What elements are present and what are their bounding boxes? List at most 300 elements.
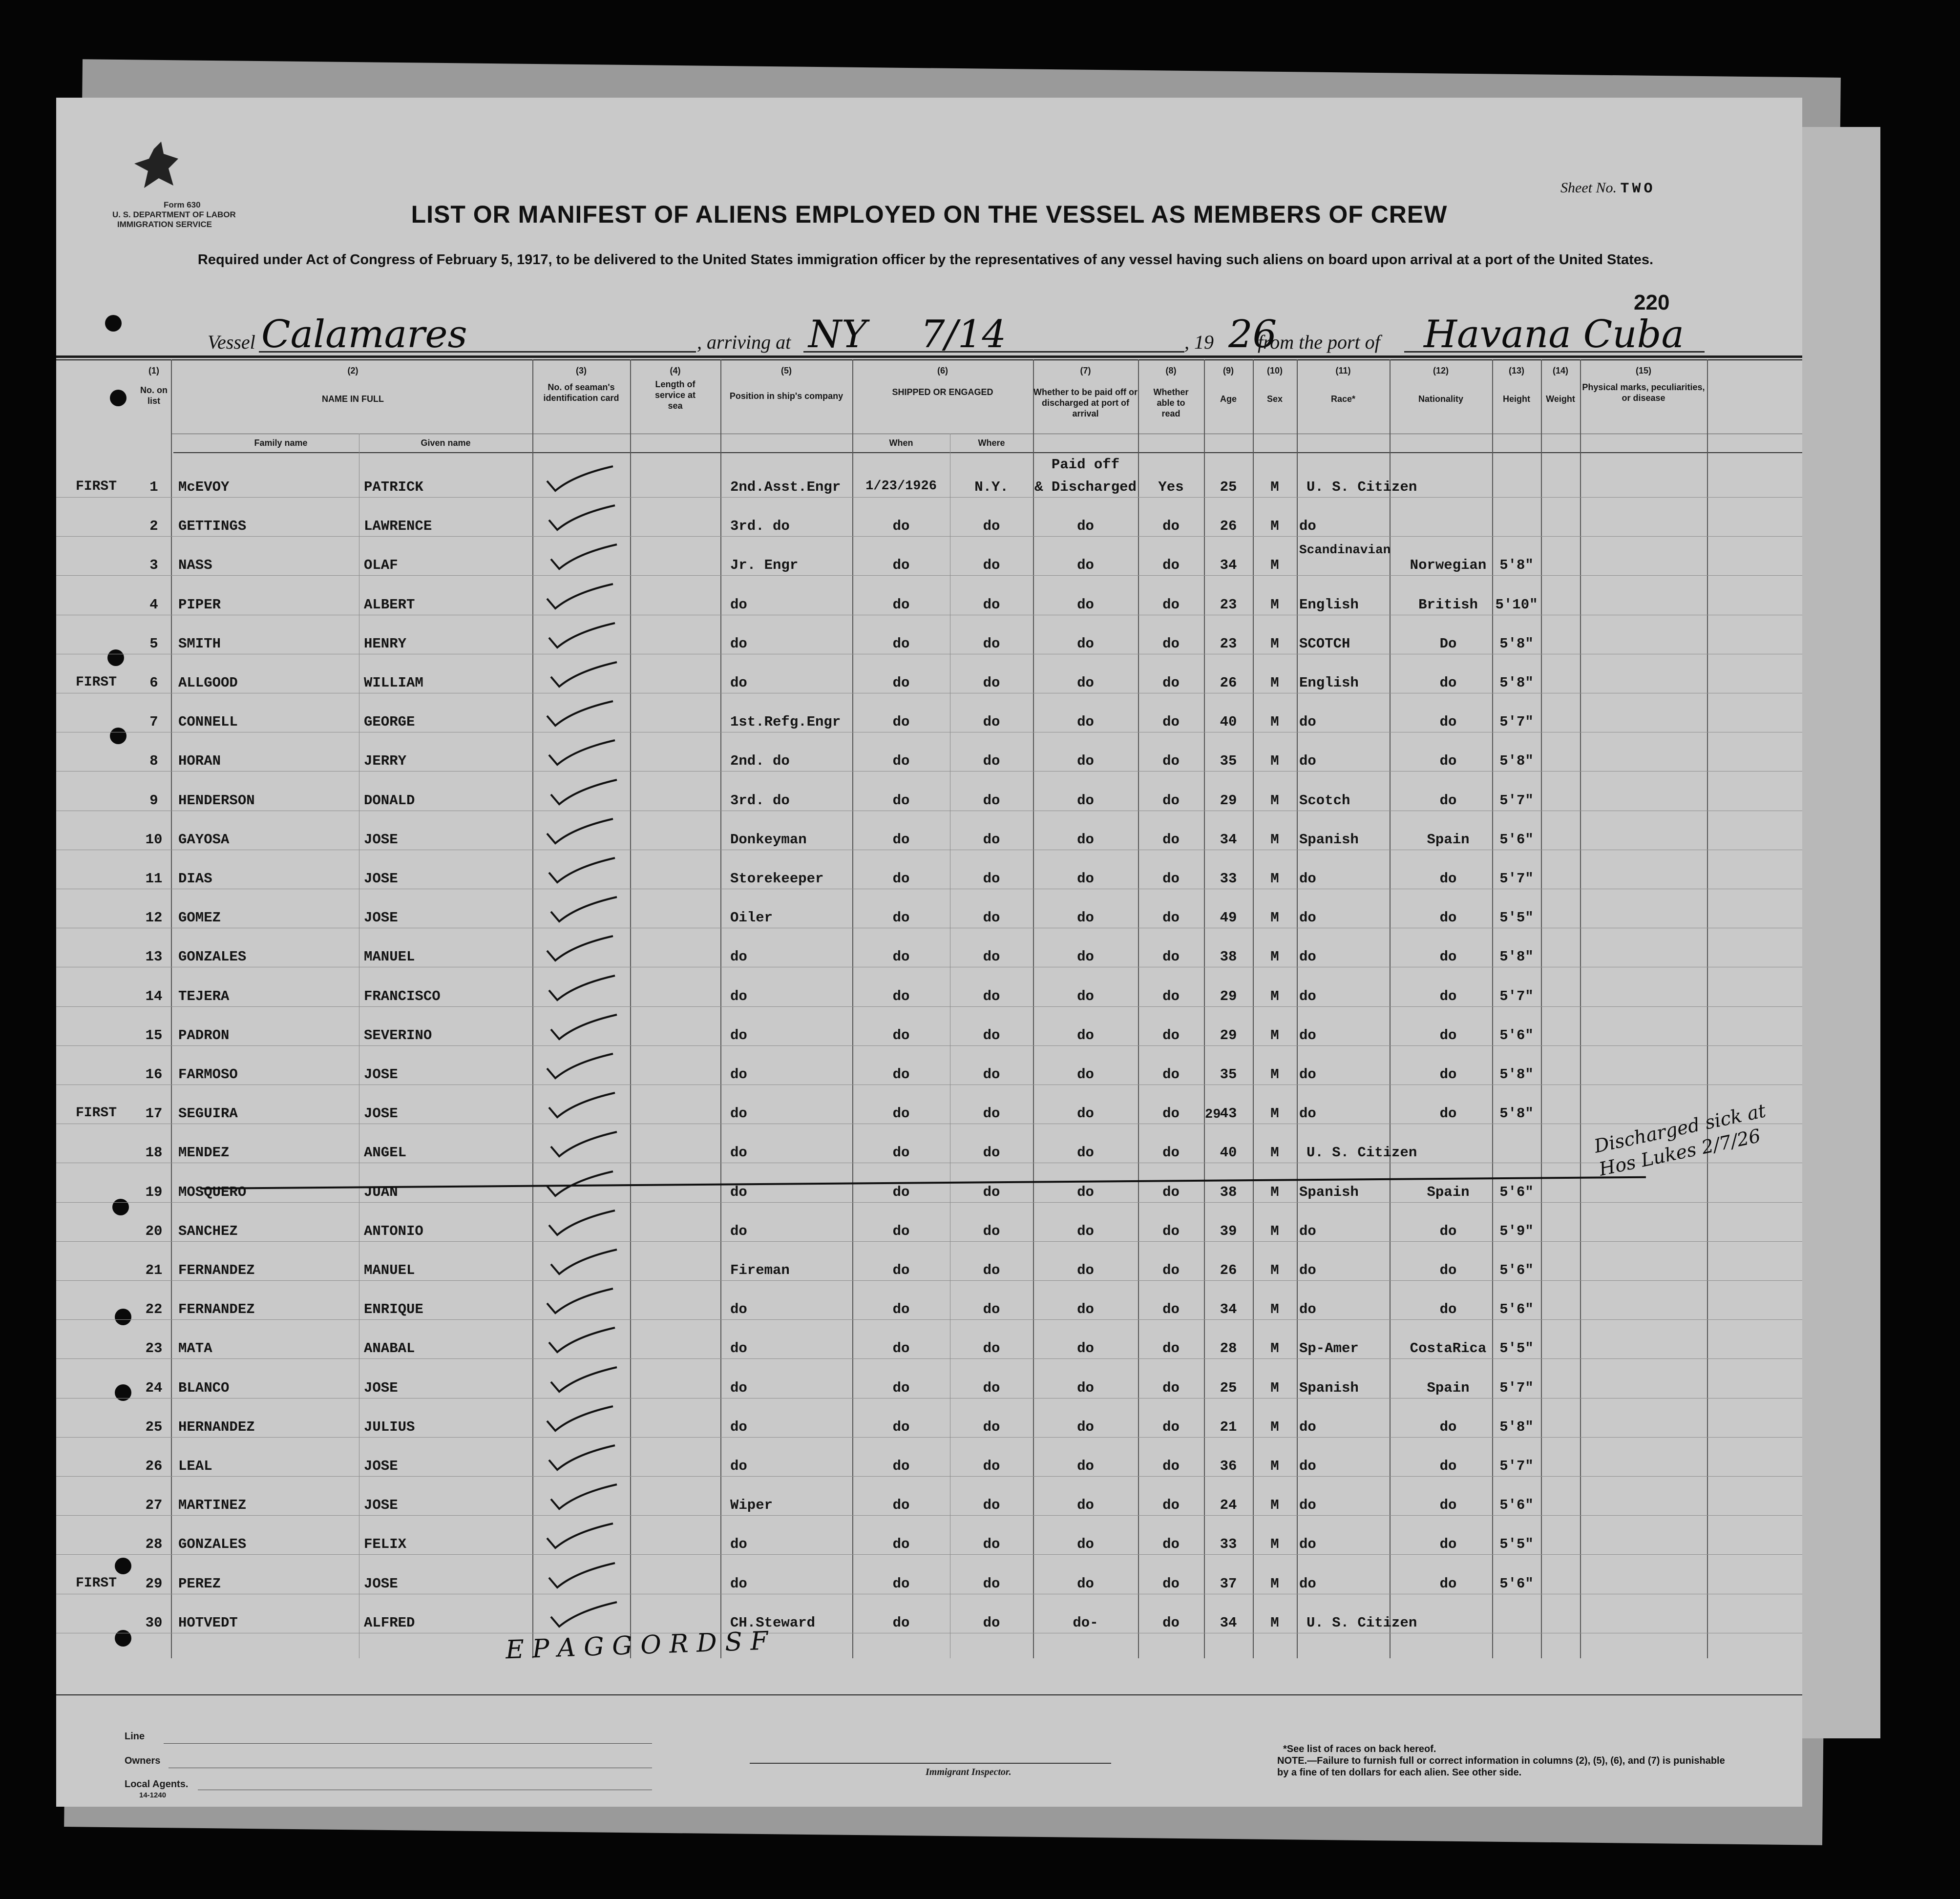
shipped-where: do (983, 1614, 1000, 1631)
given-name: LAWRENCE (364, 518, 432, 535)
position: do (730, 675, 747, 691)
footer-line-label: Line (125, 1731, 145, 1742)
sex: M (1270, 1340, 1279, 1357)
sex: M (1270, 1536, 1279, 1553)
row-number: 25 (145, 1419, 163, 1435)
year-prefix: , 19 (1184, 331, 1214, 353)
position: Oiler (730, 910, 773, 926)
form-number: Form 630 (164, 200, 201, 209)
row-number: 1 (149, 479, 158, 495)
col-num-5: (5) (781, 366, 792, 376)
col-num-8: (8) (1165, 366, 1177, 376)
race: Scotch (1299, 792, 1350, 809)
paid-off: do (1077, 635, 1094, 652)
sheet-number-label: Sheet No. (1560, 180, 1617, 196)
family-name: BLANCO (178, 1379, 230, 1396)
col-num-15: (15) (1635, 366, 1651, 376)
shipped-when: do (892, 1145, 910, 1161)
age: 33 (1220, 1536, 1237, 1553)
shipped-where: do (983, 1223, 1000, 1239)
race: Spanish (1299, 1184, 1359, 1200)
paid-off: & Discharged (1034, 479, 1137, 495)
row-number: 10 (145, 831, 163, 848)
position: 2nd. do (730, 753, 790, 770)
race: U. S. Citizen (1307, 1614, 1417, 1631)
check-mark-stroke (547, 701, 613, 726)
age: 35 (1220, 753, 1237, 770)
given-name: ALBERT (364, 596, 415, 613)
check-mark-icon (545, 465, 618, 495)
sex: M (1270, 557, 1279, 574)
shipped-where: do (983, 1497, 1000, 1514)
col-header-no: No. on list (140, 385, 168, 406)
able-to-read: do (1162, 557, 1180, 574)
age: 39 (1220, 1223, 1237, 1239)
nationality: do (1439, 1497, 1457, 1514)
col-num-7: (7) (1080, 366, 1091, 376)
row-number: 12 (145, 910, 163, 926)
given-name: JOSE (364, 831, 398, 848)
position: do (730, 1184, 747, 1200)
height: 5'7" (1499, 714, 1534, 730)
check-mark-icon (548, 779, 622, 808)
nationality: do (1439, 1458, 1457, 1474)
check-mark-icon (548, 1014, 622, 1043)
shipped-when: do (892, 1106, 910, 1122)
family-name: GONZALES (178, 949, 247, 965)
discharged-note: Discharged sick at Hos Lukes 2/7/26 (1592, 1100, 1768, 1180)
race: do (1299, 1066, 1316, 1083)
check-mark-stroke (549, 1563, 615, 1587)
shipped-when: do (892, 910, 910, 926)
age: 38 (1220, 949, 1237, 965)
given-name: ANABAL (364, 1340, 415, 1357)
check-mark-stroke (551, 1602, 617, 1627)
department-label: U. S. DEPARTMENT OF LABOR (112, 210, 236, 219)
able-to-read: do (1162, 1340, 1180, 1357)
nationality: do (1439, 1536, 1457, 1553)
punch-hole (105, 315, 122, 332)
age: 21 (1220, 1419, 1237, 1435)
family-name: McEVOY (178, 479, 230, 495)
race: do (1299, 949, 1316, 965)
age: 28 (1220, 1340, 1237, 1357)
shipped-when: do (892, 1419, 910, 1435)
col-header-when: When (889, 438, 913, 448)
shipped-where: do (983, 1575, 1000, 1592)
check-mark-stroke (549, 740, 615, 765)
check-mark-icon (548, 1483, 622, 1513)
family-name: GAYOSA (178, 831, 230, 848)
note-penalty: NOTE.—Failure to furnish full or correct information in columns (2), (5), (6), and (7) is punishable by a fine of ten dollars for each alien. See other side. (1277, 1755, 1725, 1778)
shipped-when: do (892, 1184, 910, 1200)
col-header-sex: Sex (1266, 394, 1283, 404)
check-mark-stroke (547, 1406, 613, 1431)
arrival-date: 7/14 (921, 313, 1007, 356)
check-mark-stroke (547, 1171, 613, 1196)
row-number: 3 (149, 557, 158, 574)
given-name: DONALD (364, 792, 415, 809)
sex: M (1270, 949, 1279, 965)
check-mark-stroke (551, 544, 617, 569)
row-number: 14 (145, 988, 163, 1004)
given-name: JOSE (364, 1379, 398, 1396)
paid-off: do (1077, 518, 1094, 535)
sex: M (1270, 792, 1279, 809)
able-to-read: Yes (1158, 479, 1184, 495)
family-name: GETTINGS (178, 518, 247, 535)
shipped-when: do (892, 635, 910, 652)
able-to-read: do (1162, 1184, 1180, 1200)
check-mark-icon (547, 857, 620, 886)
position: do (730, 635, 747, 652)
shipped-where: do (983, 1145, 1000, 1161)
row-number: 20 (145, 1223, 163, 1239)
nationality: do (1439, 1223, 1457, 1239)
able-to-read: do (1162, 1027, 1180, 1043)
vessel-name: Calamares (261, 313, 467, 356)
able-to-read: do (1162, 1497, 1180, 1514)
col-header-physical-marks: Physical marks, peculiarities, or disease (1582, 382, 1705, 403)
check-mark-icon (545, 818, 618, 847)
stamp-number: 220 (1634, 291, 1670, 314)
family-name: GOMEZ (178, 910, 221, 926)
shipped-when: 1/23/1926 (865, 479, 937, 494)
shipped-where: do (983, 714, 1000, 730)
check-mark-icon (548, 1601, 622, 1630)
height: 5'7" (1499, 871, 1534, 887)
col-header-id-card: No. of seaman's identification card (543, 382, 619, 403)
sex: M (1270, 479, 1279, 495)
age: 34 (1220, 1614, 1237, 1631)
arriving-label: , arriving at (697, 331, 791, 353)
race: do (1299, 910, 1316, 926)
age: 23 (1220, 596, 1237, 613)
position: do (730, 949, 747, 965)
paid-off: do (1077, 988, 1094, 1004)
race: do (1299, 1419, 1316, 1435)
paid-off: do (1077, 1379, 1094, 1396)
position: Jr. Engr (730, 557, 799, 574)
height: 5'8" (1499, 635, 1534, 652)
age: 33 (1220, 871, 1237, 887)
sex: M (1270, 675, 1279, 691)
race: do (1299, 871, 1316, 887)
height: 5'8" (1499, 753, 1534, 770)
check-mark-stroke (551, 1250, 617, 1274)
able-to-read: do (1162, 988, 1180, 1004)
height: 5'7" (1499, 792, 1534, 809)
height: 5'7" (1499, 988, 1534, 1004)
shipped-when: do (892, 1027, 910, 1043)
nationality: do (1439, 1575, 1457, 1592)
row-number: 27 (145, 1497, 163, 1514)
nationality: do (1439, 871, 1457, 887)
paid-off: do (1077, 1536, 1094, 1553)
nationality: do (1439, 792, 1457, 809)
height: 5'6" (1499, 831, 1534, 848)
check-mark-stroke (547, 819, 613, 843)
nationality: Spain (1427, 1184, 1470, 1200)
check-mark-stroke (547, 584, 613, 608)
check-mark-icon (548, 1249, 622, 1278)
page-title: LIST OR MANIFEST OF ALIENS EMPLOYED ON THE VESSEL AS MEMBERS OF CREW (411, 201, 1448, 228)
family-name: ALLGOOD (178, 675, 238, 691)
col-header-read: Whether able to read (1153, 387, 1189, 418)
given-name: MANUEL (364, 949, 415, 965)
shipped-where: do (983, 1379, 1000, 1396)
shipped-when: do (892, 675, 910, 691)
sex: M (1270, 1184, 1279, 1200)
paid-off: do (1077, 596, 1094, 613)
check-mark-stroke (547, 1289, 613, 1313)
col-num-3: (3) (576, 366, 587, 376)
first-class-mark: FIRST (76, 479, 117, 494)
family-name: HERNANDEZ (178, 1419, 255, 1435)
able-to-read: do (1162, 1575, 1180, 1592)
able-to-read: do (1162, 714, 1180, 730)
height: 5'6" (1499, 1027, 1534, 1043)
footer-owners-label: Owners (125, 1755, 161, 1766)
family-name: MOSQUERO (178, 1184, 247, 1200)
footer-agents-label: Local Agents. (125, 1779, 189, 1790)
able-to-read: do (1162, 1262, 1180, 1278)
nationality: do (1439, 949, 1457, 965)
row-15-age-extra: 29 (1205, 1107, 1221, 1122)
shipped-where: do (983, 1458, 1000, 1474)
voyage-line (134, 313, 1727, 356)
col-header-position: Position in ship's company (729, 391, 843, 401)
col-header-nationality: Nationality (1418, 394, 1463, 404)
shipped-where: do (983, 988, 1000, 1004)
paid-off: do (1077, 831, 1094, 848)
row-number: 2 (149, 518, 158, 535)
row-number: 16 (145, 1066, 163, 1083)
height: 5'6" (1499, 1301, 1534, 1318)
paid-off: do (1077, 1066, 1094, 1083)
nationality: do (1439, 1262, 1457, 1278)
inspector-label: Immigrant Inspector. (926, 1767, 1012, 1777)
given-name: ENRIQUE (364, 1301, 423, 1318)
shipped-when: do (892, 714, 910, 730)
shipped-where: do (983, 557, 1000, 574)
shipped-when: do (892, 871, 910, 887)
given-name: JOSE (364, 910, 398, 926)
height: 5'6" (1499, 1497, 1534, 1514)
given-name: JOSE (364, 1575, 398, 1592)
sex: M (1270, 1262, 1279, 1278)
able-to-read: do (1162, 1379, 1180, 1396)
able-to-read: do (1162, 949, 1180, 965)
family-name: SANCHEZ (178, 1223, 238, 1239)
paid-off: do (1077, 1223, 1094, 1239)
position: Storekeeper (730, 871, 824, 887)
race: do (1299, 714, 1316, 730)
age: 29 (1220, 792, 1237, 809)
shipped-when: do (892, 1262, 910, 1278)
able-to-read: do (1162, 792, 1180, 809)
paid-off: do (1077, 1301, 1094, 1318)
sex: M (1270, 871, 1279, 887)
row-number: 21 (145, 1262, 163, 1278)
height: 5'6" (1499, 1262, 1534, 1278)
given-name: JULIUS (364, 1419, 415, 1435)
check-mark-icon (547, 1092, 620, 1121)
nationality: Norwegian (1410, 557, 1487, 574)
nationality: do (1439, 1301, 1457, 1318)
height: 5'7" (1499, 1379, 1534, 1396)
height: 5'5" (1499, 910, 1534, 926)
check-mark-stroke (549, 1445, 615, 1470)
race: do (1299, 1262, 1316, 1278)
col-header-race: Race* (1330, 394, 1356, 404)
col-header-family: Family name (254, 438, 308, 448)
shipped-when: do (892, 1575, 910, 1592)
col-num-4: (4) (670, 366, 681, 376)
position: do (730, 988, 747, 1004)
paid-off-top: Paid off (1051, 457, 1120, 473)
height: 5'10" (1495, 596, 1538, 613)
paid-off: do (1077, 1458, 1094, 1474)
able-to-read: do (1162, 1458, 1180, 1474)
check-mark-stroke (549, 623, 615, 647)
shipped-where: do (983, 949, 1000, 965)
shipped-where: do (983, 596, 1000, 613)
shipped-where: do (983, 1027, 1000, 1043)
sex: M (1270, 1027, 1279, 1043)
able-to-read: do (1162, 831, 1180, 848)
given-name: PATRICK (364, 479, 423, 495)
position: do (730, 1575, 747, 1592)
race: do (1299, 1575, 1316, 1592)
row-number: 7 (149, 714, 158, 730)
given-name: ANGEL (364, 1145, 407, 1161)
age: 24 (1220, 1497, 1237, 1514)
nationality: do (1439, 910, 1457, 926)
shipped-when: do (892, 596, 910, 613)
from-label: from the port of (1258, 331, 1380, 353)
row-number: 11 (145, 871, 163, 887)
paid-off: do (1077, 871, 1094, 887)
col-num-13: (13) (1508, 366, 1524, 376)
check-mark-stroke (551, 662, 617, 687)
shipped-when: do (892, 1497, 910, 1514)
bottom-scrawl: E P A G G O R D S F (505, 1626, 769, 1665)
shipped-when: do (892, 1379, 910, 1396)
sex: M (1270, 910, 1279, 926)
sex: M (1270, 753, 1279, 770)
check-mark-icon (547, 975, 620, 1004)
first-class-mark: FIRST (76, 675, 117, 690)
paid-off: do (1077, 1575, 1094, 1592)
given-name: SEVERINO (364, 1027, 432, 1043)
check-mark-icon (547, 622, 620, 651)
race: SCOTCH (1299, 635, 1350, 652)
check-mark-stroke (549, 976, 615, 1000)
position: do (730, 1340, 747, 1357)
row-number: 22 (145, 1301, 163, 1318)
height: 5'8" (1499, 949, 1534, 965)
col-header-weight: Weight (1546, 394, 1575, 404)
check-mark-stroke (551, 1484, 617, 1509)
age: 40 (1220, 1145, 1237, 1161)
shipped-where: do (983, 1536, 1000, 1553)
check-mark-stroke (547, 1523, 613, 1548)
height: 5'5" (1499, 1536, 1534, 1553)
able-to-read: do (1162, 910, 1180, 926)
able-to-read: do (1162, 1066, 1180, 1083)
check-mark-stroke (549, 858, 615, 882)
check-mark-stroke (547, 1054, 613, 1078)
family-name: PEREZ (178, 1575, 221, 1592)
age: 34 (1220, 831, 1237, 848)
sex: M (1270, 1223, 1279, 1239)
check-mark-stroke (549, 1328, 615, 1352)
check-mark-stroke (547, 936, 613, 960)
shipped-when: do (892, 557, 910, 574)
nationality: CostaRica (1410, 1340, 1487, 1357)
race: do (1299, 753, 1316, 770)
race: English (1299, 596, 1359, 613)
row-number: 6 (149, 675, 158, 691)
race: English (1299, 675, 1359, 691)
age: 35 (1220, 1066, 1237, 1083)
race: Spanish (1299, 831, 1359, 848)
row-number: 17 (145, 1106, 163, 1122)
age: 37 (1220, 1575, 1237, 1592)
paid-off: do (1077, 792, 1094, 809)
row-number: 13 (145, 949, 163, 965)
height: 5'8" (1499, 1419, 1534, 1435)
sex: M (1270, 988, 1279, 1004)
check-mark-stroke (549, 1093, 615, 1117)
nationality: do (1439, 675, 1457, 691)
age: 36 (1220, 1458, 1237, 1474)
family-name: PADRON (178, 1027, 230, 1043)
check-mark-icon (547, 504, 620, 534)
age: 34 (1220, 1301, 1237, 1318)
shipped-where: do (983, 831, 1000, 848)
vessel-label: Vessel (208, 331, 255, 353)
from-port: Havana Cuba (1424, 313, 1684, 356)
check-mark-icon (547, 1444, 620, 1474)
first-class-mark: FIRST (76, 1575, 117, 1591)
service-label: IMMIGRATION SERVICE (117, 220, 212, 229)
position: 3rd. do (730, 518, 790, 535)
paid-off: do- (1073, 1614, 1098, 1631)
row-number: 24 (145, 1379, 163, 1396)
family-name: SMITH (178, 635, 221, 652)
sex: M (1270, 1106, 1279, 1122)
height: 5'8" (1499, 1066, 1534, 1083)
height: 5'9" (1499, 1223, 1534, 1239)
position: CH.Steward (730, 1614, 816, 1631)
shipped-where: do (983, 1262, 1000, 1278)
paid-off: do (1077, 949, 1094, 965)
position: do (730, 1066, 747, 1083)
paid-off: do (1077, 1184, 1094, 1200)
family-name: MATA (178, 1340, 212, 1357)
race: do (1299, 1106, 1316, 1122)
paid-off: do (1077, 1497, 1094, 1514)
crew-table (56, 355, 1802, 1816)
col-num-6: (6) (937, 366, 948, 376)
position: do (730, 1145, 747, 1161)
sex: M (1270, 1301, 1279, 1318)
race: Scandinavian (1299, 543, 1391, 558)
given-name: GEORGE (364, 714, 415, 730)
check-mark-stroke (551, 780, 617, 804)
